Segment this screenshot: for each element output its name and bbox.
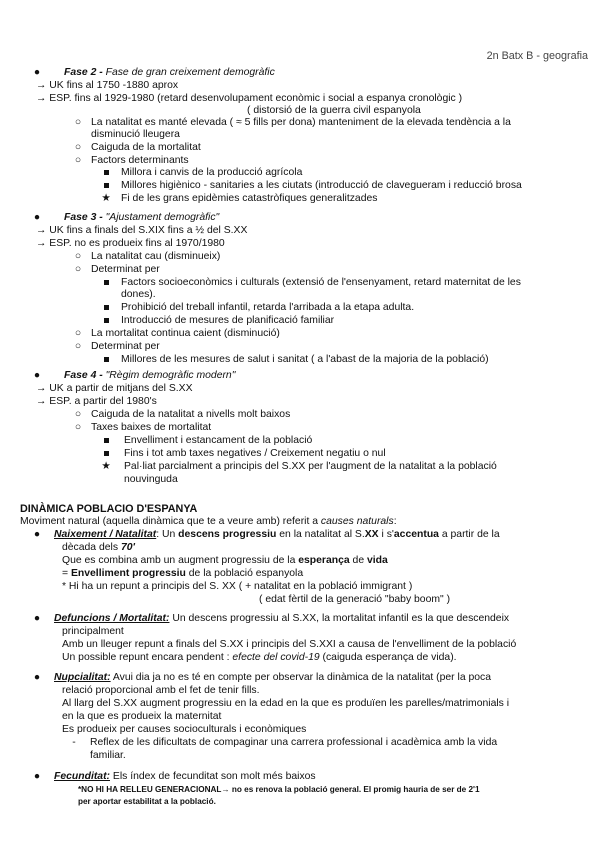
bullet-icon: ● xyxy=(33,212,41,223)
dinamica-intro xyxy=(20,516,397,529)
circle-bullet-icon: ○ xyxy=(74,328,82,339)
circle-bullet-icon: ○ xyxy=(74,251,82,262)
square-bullet-icon xyxy=(100,277,112,290)
fase3-heading xyxy=(64,212,219,225)
dinamica-intro-colon: : xyxy=(393,516,397,527)
fase2-mortalitat: Caiguda de la mortalitat xyxy=(91,142,201,153)
naix-line-5: * Hi ha un repunt a principis del S. XX ( + natalitat en la població immigrant ) xyxy=(62,581,413,592)
naix-line-2 xyxy=(62,542,135,555)
fase4-uk: → UK a partir de mitjans del S.XX xyxy=(36,383,193,394)
fase4-taxes-2: Fins i tot amb taxes negatives / Creixement negatiu o nul xyxy=(124,448,386,459)
naix-line-3 xyxy=(62,555,388,568)
naix-line-1 xyxy=(54,529,500,542)
fase3-esp-text: ESP. no es produeix fins al 1970/1980 xyxy=(49,238,225,249)
fase3-subtitle: "Ajustament demogràfic" xyxy=(105,212,220,223)
nup-line-1 xyxy=(54,672,491,685)
naix-t9: 70' xyxy=(120,542,135,553)
def-t3: efecte del covid-19 xyxy=(232,652,320,663)
fase2-esp-text: ESP. fins al 1929-1980 (retard desenvolupament econòmic i social a espanya cronològic ) xyxy=(49,93,463,104)
def-line-1 xyxy=(54,613,509,626)
fase4-subtitle: "Règim demogràfic modern" xyxy=(105,370,236,381)
fase4-mortalitat: Taxes baixes de mortalitat xyxy=(91,422,212,433)
fase2-factor-2: Millores higiènico - sanitaries a les ciutats (introducció de clavegueram i reducció brosa xyxy=(121,180,522,191)
def-line-4 xyxy=(62,652,457,665)
fase2-subtitle: Fase de gran creixement demogràfic xyxy=(105,67,275,78)
fase4-esp-text: ESP. a partir del 1980's xyxy=(49,396,157,407)
square-bullet-icon xyxy=(100,435,112,448)
fec-note-1: *NO HI HA RELLEU GENERACIONAL→ no es renova la població general. El promig hauria de ser de 2'1 xyxy=(78,785,480,794)
naix-t13: vida xyxy=(367,555,388,566)
bullet-icon: ● xyxy=(33,771,41,782)
page-header: 2n Batx B - geografia xyxy=(486,50,588,62)
circle-bullet-icon: ○ xyxy=(74,422,82,433)
fase4-heading xyxy=(64,370,235,383)
circle-bullet-icon: ○ xyxy=(74,117,82,128)
square-bullet-icon xyxy=(100,180,112,193)
naix-t12: de xyxy=(349,555,368,566)
nup-label: Nupcialitat: xyxy=(54,672,111,683)
fase3-mort-1: Millores de les mesures de salut i sanitat ( a l'abast de la majoria de la població) xyxy=(121,354,489,365)
naix-t6: accentua xyxy=(393,529,439,540)
nup-line-6a: Reflex de les dificultats de compaginar una carrera professional i acadèmica amb la vida xyxy=(90,737,498,748)
square-bullet-icon xyxy=(100,354,112,367)
nup-line-6b: familiar. xyxy=(90,750,126,761)
circle-bullet-icon: ○ xyxy=(74,155,82,166)
fase2-esp: → ESP. fins al 1929-1980 (retard desenvolupament econòmic i social a espanya cronològic ) xyxy=(36,93,463,104)
fase4-uk-text: UK a partir de mitjans del S.XX xyxy=(49,383,193,394)
fase4-esp: → ESP. a partir del 1980's xyxy=(36,396,157,407)
naix-t14: = xyxy=(62,568,71,579)
fase3-determinat: Determinat per xyxy=(91,264,160,275)
fase4-taxes-1: Envelliment i estancament de la població xyxy=(124,435,313,446)
fase3-determinat-2: Determinat per xyxy=(91,341,160,352)
naix-line-6: ( edat fèrtil de la generació "baby boom" ) xyxy=(259,594,451,605)
bullet-icon: ● xyxy=(33,672,41,683)
bullet-icon: ● xyxy=(33,67,41,78)
fase3-uk: → UK fins a finals del S.XIX fins a ½ del S.XX xyxy=(36,225,248,236)
naix-t16: de la població espanyola xyxy=(185,568,304,579)
fase3-det-1a: Factors socioeconòmics i culturals (extensió de l'ensenyament, retard maternitat de les xyxy=(121,277,521,288)
fec-t1: Els índex de fecunditat son molt més baixos xyxy=(110,771,316,782)
def-line-3: Amb un lleuger repunt a finals del S.XX i principis del S.XXI a causa de l'envelliment de la població xyxy=(62,639,517,650)
fec-note-2: per aportar estabilitat a la població. xyxy=(78,797,216,806)
nup-line-2: relació proporcional amb el fet de tenir fills. xyxy=(62,685,260,696)
naix-t3: en la natalitat al S. xyxy=(276,529,365,540)
naix-t2: descens progressiu xyxy=(178,529,277,540)
circle-bullet-icon: ○ xyxy=(74,264,82,275)
nup-line-5: Es produeix per causes socioculturals i econòmiques xyxy=(62,724,307,735)
fase2-title: Fase 2 - xyxy=(64,67,106,78)
fase3-det-1b: dones). xyxy=(121,289,156,300)
nup-line-4: en la que es produeix la maternitat xyxy=(62,711,222,722)
fase2-heading xyxy=(64,67,275,80)
dinamica-intro-text: Moviment natural (aquella dinàmica que te a veure amb) referit a xyxy=(20,516,321,527)
naix-t8: dècada dels xyxy=(62,542,121,553)
star-bullet-icon: ★ xyxy=(101,193,111,204)
fase4-title: Fase 4 - xyxy=(64,370,106,381)
square-bullet-icon xyxy=(100,167,112,180)
naix-t1: : Un xyxy=(156,529,179,540)
fase4-natalitat: Caiguda de la natalitat a nivells molt baixos xyxy=(91,409,291,420)
fase3-title: Fase 3 - xyxy=(64,212,106,223)
fase3-det-2: Prohibició del treball infantil, retarda l'arribada a la etapa adulta. xyxy=(121,302,415,313)
naix-t11: esperança xyxy=(298,555,350,566)
fase2-factor-3: Fi de les grans epidèmies catastròfiques generalitzades xyxy=(121,193,378,204)
def-line-2: principalment xyxy=(62,626,124,637)
naix-line-4 xyxy=(62,568,303,581)
fase2-natalitat-1: La natalitat es manté elevada ( ≈ 5 fills per dona) manteniment de la elevada tendència a la xyxy=(91,117,511,128)
def-t4: (caiguda esperança de vida). xyxy=(319,652,457,663)
def-t1: Un descens progressiu al S.XX, la mortalitat infantil es la que descendeix xyxy=(169,613,510,624)
bullet-icon: ● xyxy=(33,613,41,624)
naix-t5: i s' xyxy=(378,529,394,540)
fase2-factor-1: Millora i canvis de la producció agrícola xyxy=(121,167,303,178)
dash-bullet-icon: - xyxy=(72,737,76,748)
fase4-taxes-3b: nouvinguda xyxy=(124,474,178,485)
def-label: Defuncions / Mortalitat: xyxy=(54,613,170,624)
fec-label: Fecunditat: xyxy=(54,771,110,782)
nup-t1: Avui dia ja no es té en compte per observar la dinàmica de la natalitat (per la poca xyxy=(110,672,492,683)
bullet-icon: ● xyxy=(33,529,41,540)
dinamica-intro-italic: causes naturals xyxy=(320,516,394,527)
naix-t4: XX xyxy=(364,529,379,540)
fase2-uk-text: UK fins al 1750 -1880 aprox xyxy=(49,80,179,91)
def-t2: Un possible repunt encara pendent : xyxy=(62,652,233,663)
naix-label: Naixement / Natalitat xyxy=(54,529,157,540)
naix-t15: Envelliment progressiu xyxy=(70,568,186,579)
naix-t10: Que es combina amb un augment progressiu de la xyxy=(62,555,299,566)
fase3-mortalitat: La mortalitat continua caient (disminució) xyxy=(91,328,280,339)
circle-bullet-icon: ○ xyxy=(74,341,82,352)
star-bullet-icon: ★ xyxy=(101,461,111,472)
nup-line-3: Al llarg del S.XX augment progressiu en la edad en la que es produïen les parelles/matrimonials i xyxy=(62,698,510,709)
fase2-uk: → UK fins al 1750 -1880 aprox xyxy=(36,80,179,91)
fase3-uk-text: UK fins a finals del S.XIX fins a ½ del S.XX xyxy=(49,225,248,236)
fase3-esp: → ESP. no es produeix fins al 1970/1980 xyxy=(36,238,225,249)
naix-t7: a partir de la xyxy=(438,529,500,540)
dinamica-heading: DINÀMICA POBLACIO D'ESPANYA xyxy=(20,503,198,515)
circle-bullet-icon: ○ xyxy=(74,142,82,153)
bullet-icon: ● xyxy=(33,370,41,381)
square-bullet-icon xyxy=(100,315,112,328)
fase2-esp-note: ( distorsió de la guerra civil espanyola xyxy=(247,105,421,116)
fase3-det-3: Introducció de mesures de planificació familiar xyxy=(121,315,335,326)
fase2-factors: Factors determinants xyxy=(91,155,189,166)
fase3-natalitat: La natalitat cau (disminueix) xyxy=(91,251,221,262)
square-bullet-icon xyxy=(100,302,112,315)
fec-line-1 xyxy=(54,771,316,784)
square-bullet-icon xyxy=(100,448,112,461)
fase2-natalitat-2: disminució lleugera xyxy=(91,129,180,140)
fase4-taxes-3a: Pal·liat parcialment a principis del S.XX per l'augment de la natalitat a la població xyxy=(124,461,497,472)
circle-bullet-icon: ○ xyxy=(74,409,82,420)
